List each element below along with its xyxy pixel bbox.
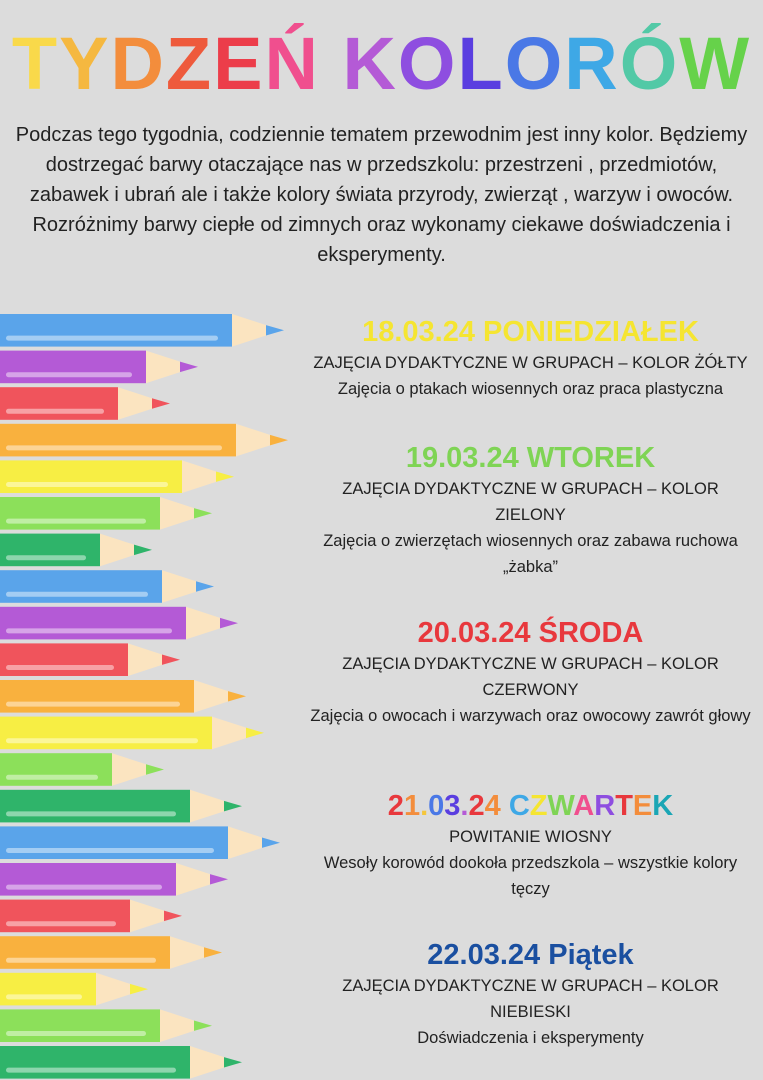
pencil <box>0 753 164 786</box>
title-letter: R <box>564 22 620 105</box>
title-letter <box>320 22 343 105</box>
pencil <box>0 1009 212 1042</box>
title-letter: 3 <box>444 790 461 822</box>
title-letter: R <box>594 790 616 822</box>
pencil <box>0 826 280 859</box>
intro-paragraph: Podczas tego tygodnia, codziennie tematem przewodnim jest inny kolor. Będziemy dostrzegać barwy otaczające nas w przedszkolu: przestrzeni , przedmiotów, zabawek i ubrań ale i także kolory świata przyrody, zwierząt , warzyw i owoców. Rozróżnimy barwy ciepłe od zimnych oraz wykonamy ciekawe doświadczenia i eksperymenty. <box>15 124 748 266</box>
title-letter: O <box>397 22 458 105</box>
title-letter: Y <box>59 22 111 105</box>
pencil <box>0 1046 242 1079</box>
title-letter: . <box>420 790 429 822</box>
pencil <box>0 973 148 1006</box>
day-activity: ZAJĘCIA DYDAKTYCZNE W GRUPACH – KOLOR ZIELONY <box>342 480 719 524</box>
day-friday <box>298 937 763 1051</box>
pencils-illustration <box>0 312 300 1080</box>
day-activity: ZAJĘCIA DYDAKTYCZNE W GRUPACH – KOLOR CZERWONY <box>342 655 719 699</box>
day-activity: POWITANIE WIOSNY <box>449 828 612 846</box>
pencil <box>0 607 238 640</box>
pencil <box>0 863 228 896</box>
pencil <box>0 460 234 493</box>
pencil <box>0 936 222 969</box>
title-letter: 2 <box>468 790 485 822</box>
title-letter: L <box>457 22 505 105</box>
title-letter: K <box>342 22 398 105</box>
pencil <box>0 497 212 530</box>
title-letter: 0 <box>428 790 445 822</box>
pencil <box>0 424 288 457</box>
title-letter: K <box>652 790 674 822</box>
pencil <box>0 570 214 603</box>
day-title: 22.03.24 Piątek <box>427 939 634 971</box>
day-title <box>298 788 763 824</box>
day-description: Doświadczenia i eksperymenty <box>417 1029 644 1047</box>
pencil <box>0 680 246 713</box>
day-description: Zajęcia o ptakach wiosennych oraz praca plastyczna <box>337 380 724 398</box>
title-letter: W <box>679 22 752 105</box>
day-wednesday <box>298 615 763 729</box>
day-activity: ZAJĘCIA DYDAKTYCZNE W GRUPACH – KOLOR ŻÓŁTY <box>313 354 748 372</box>
pencil <box>0 643 180 676</box>
title-letter: Ń <box>264 22 320 105</box>
pencil <box>0 314 284 347</box>
title-letter: Ó <box>619 22 680 105</box>
day-description: Zajęcia o owocach i warzywach oraz owocowy zawrót głowy <box>310 707 751 725</box>
title-letter: A <box>573 790 595 822</box>
pencil <box>0 534 152 567</box>
title-letter: T <box>615 790 633 822</box>
pencil <box>0 387 170 420</box>
day-activity: ZAJĘCIA DYDAKTYCZNE W GRUPACH – KOLOR NIEBIESKI <box>342 977 719 1021</box>
day-title: 18.03.24 PONIEDZIAŁEK <box>362 316 699 348</box>
pencil <box>0 717 264 750</box>
pencil <box>0 790 242 823</box>
day-description: Wesoły korowód dookoła przedszkola – wszystkie kolory tęczy <box>323 854 738 898</box>
title-letter: D <box>110 22 166 105</box>
day-title: 20.03.24 ŚRODA <box>417 617 644 649</box>
title-letter: E <box>632 790 653 822</box>
title-letter: 1 <box>403 790 421 822</box>
title-letter: 2 <box>387 790 404 822</box>
day-title: 19.03.24 WTOREK <box>405 442 656 474</box>
title-letter: W <box>547 790 574 822</box>
poster-title <box>0 22 763 106</box>
day-tuesday <box>298 440 763 580</box>
day-description: Zajęcia o zwierzętach wiosennych oraz zabawa ruchowa „żabka” <box>323 532 738 576</box>
title-letter: O <box>504 22 565 105</box>
title-letter: 4 <box>484 790 501 822</box>
title-letter: E <box>213 22 265 105</box>
day-monday <box>298 314 763 402</box>
title-letter <box>501 790 509 822</box>
title-letter: Z <box>529 790 548 822</box>
title-letter: . <box>460 790 469 822</box>
title-letter: Z <box>165 22 214 105</box>
pencil <box>0 351 198 384</box>
day-thursday <box>298 788 763 902</box>
title-letter: T <box>11 22 60 105</box>
title-letter: C <box>508 790 530 822</box>
pencil <box>0 900 182 933</box>
